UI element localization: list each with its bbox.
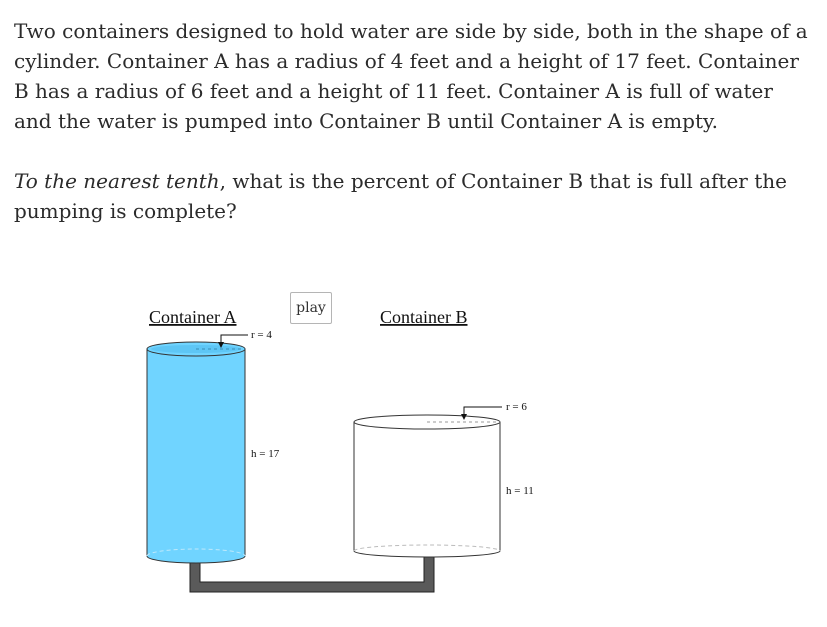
prompt-emphasis: To the nearest tenth (14, 169, 220, 193)
problem-statement: Two containers designed to hold water are side by side, both in the shape of a cylinder. Container A has a radius of 4 feet and a height of 17 feet. Container B has a radius of 6 feet and a height of 11 feet. Container A is full of water and the water is pumped into Container B until Container A is empty. (14, 19, 808, 133)
container-b (354, 415, 500, 557)
container-a-height-label: h = 17 (251, 448, 280, 460)
container-a-water (147, 349, 245, 563)
container-a (147, 342, 245, 563)
container-a-title: Container A (149, 307, 237, 327)
container-a-radius-label: r = 4 (251, 329, 272, 341)
container-b-body (354, 422, 500, 557)
container-b-radius-label: r = 6 (506, 401, 527, 413)
play-button[interactable]: play (290, 292, 332, 324)
container-b-height-label: h = 11 (506, 485, 534, 497)
container-b-title: Container B (380, 307, 468, 327)
prompt-rest: , what is the percent of Container B that is full after the pumping is complete? (14, 169, 787, 223)
